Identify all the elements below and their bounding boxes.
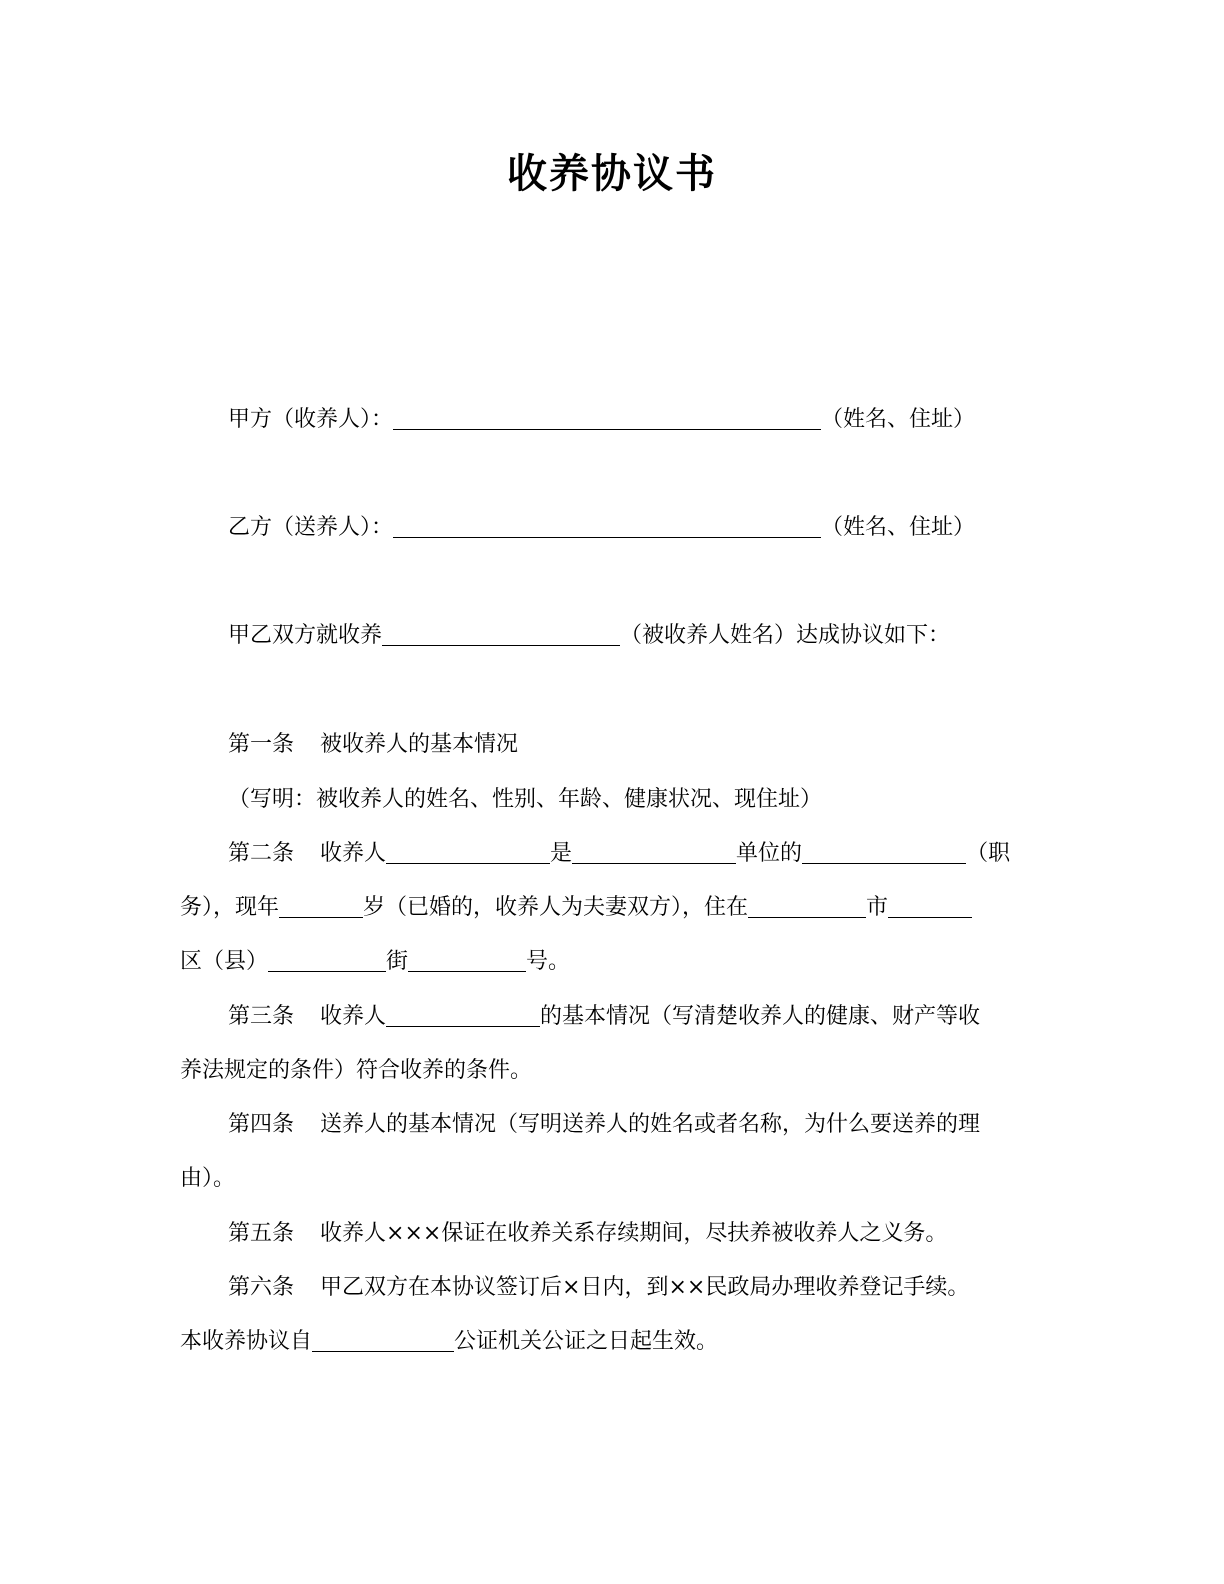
party-b-line	[228, 512, 975, 544]
article-2-text: 收养人	[320, 841, 387, 866]
article-4-text: 送养人的基本情况（写明送养人的姓名或者名称，为什么要送养的理	[320, 1112, 981, 1137]
article-1-text: 被收养人的基本情况	[320, 732, 519, 757]
article-1-note: （写明：被收养人的姓名、性别、年龄、健康状况、现住址）	[228, 787, 823, 812]
article-2-text: 单位的	[736, 841, 803, 866]
party-b-note: （姓名、住址）	[821, 515, 976, 540]
article-3-line-1	[228, 1001, 980, 1033]
article-6-line	[228, 1272, 969, 1304]
article-3-text: 收养人	[320, 1004, 387, 1029]
article-3-text: 的基本情况（写清楚收养人的健康、财产等收	[540, 1004, 981, 1029]
street-blank[interactable]	[408, 949, 526, 972]
party-b-label: 乙方（送养人）：	[228, 515, 394, 540]
document-title: 收养协议书	[507, 151, 717, 197]
article-5-text: 收养人×××保证在收养关系存续期间，尽扶养被收养人之义务。	[320, 1221, 948, 1246]
party-a-note: （姓名、住址）	[821, 407, 976, 432]
party-b-blank[interactable]	[393, 515, 821, 538]
article-1-line	[228, 729, 518, 761]
article-6-heading: 第六条	[228, 1275, 295, 1300]
article-1-heading: 第一条	[228, 732, 295, 757]
district-blank[interactable]	[888, 895, 972, 918]
article-3-heading: 第三条	[228, 1004, 295, 1029]
article-3-blank[interactable]	[386, 1004, 540, 1027]
notary-blank[interactable]	[312, 1329, 454, 1352]
article-5-line	[228, 1218, 947, 1250]
agreement-suffix: （被收养人姓名）达成协议如下：	[620, 623, 951, 648]
effective-line	[180, 1326, 718, 1358]
adoptee-name-blank[interactable]	[382, 623, 620, 646]
article-4-heading: 第四条	[228, 1112, 295, 1137]
party-a-line	[228, 404, 975, 436]
county-blank[interactable]	[268, 949, 386, 972]
article-6-text: 甲乙双方在本协议签订后×日内，到××民政局办理收养登记手续。	[320, 1275, 970, 1300]
age-blank[interactable]	[279, 895, 363, 918]
effective-text: 公证机关公证之日起生效。	[454, 1329, 719, 1354]
adopter-name-blank[interactable]	[386, 841, 550, 864]
article-2-line-1	[228, 838, 1010, 870]
article-2-text: 街	[386, 949, 409, 974]
article-2-text: 务），现年	[180, 895, 280, 920]
article-2-heading: 第二条	[228, 841, 295, 866]
effective-text: 本收养协议自	[180, 1329, 313, 1354]
article-2-text: 岁（已婚的，收养人为夫妻双方），住在	[363, 895, 749, 920]
work-unit-blank[interactable]	[572, 841, 736, 864]
article-2-text: （职	[966, 841, 1011, 866]
article-2-line-2	[180, 892, 972, 924]
agreement-prefix: 甲乙双方就收养	[228, 623, 383, 648]
article-2-text: 是	[550, 841, 573, 866]
article-4-line-2: 由）。	[180, 1166, 236, 1191]
article-2-text: 市	[866, 895, 889, 920]
article-3-line-2: 养法规定的条件）符合收养的条件。	[180, 1058, 533, 1083]
article-4-line-1	[228, 1109, 980, 1141]
party-a-label: 甲方（收养人）：	[228, 407, 394, 432]
article-5-heading: 第五条	[228, 1221, 295, 1246]
article-2-line-3	[180, 946, 570, 978]
party-a-blank[interactable]	[393, 407, 821, 430]
agreement-line	[228, 620, 950, 652]
article-2-text: 号。	[526, 949, 571, 974]
city-blank[interactable]	[748, 895, 866, 918]
article-2-text: 区（县）	[180, 949, 269, 974]
position-blank[interactable]	[802, 841, 966, 864]
